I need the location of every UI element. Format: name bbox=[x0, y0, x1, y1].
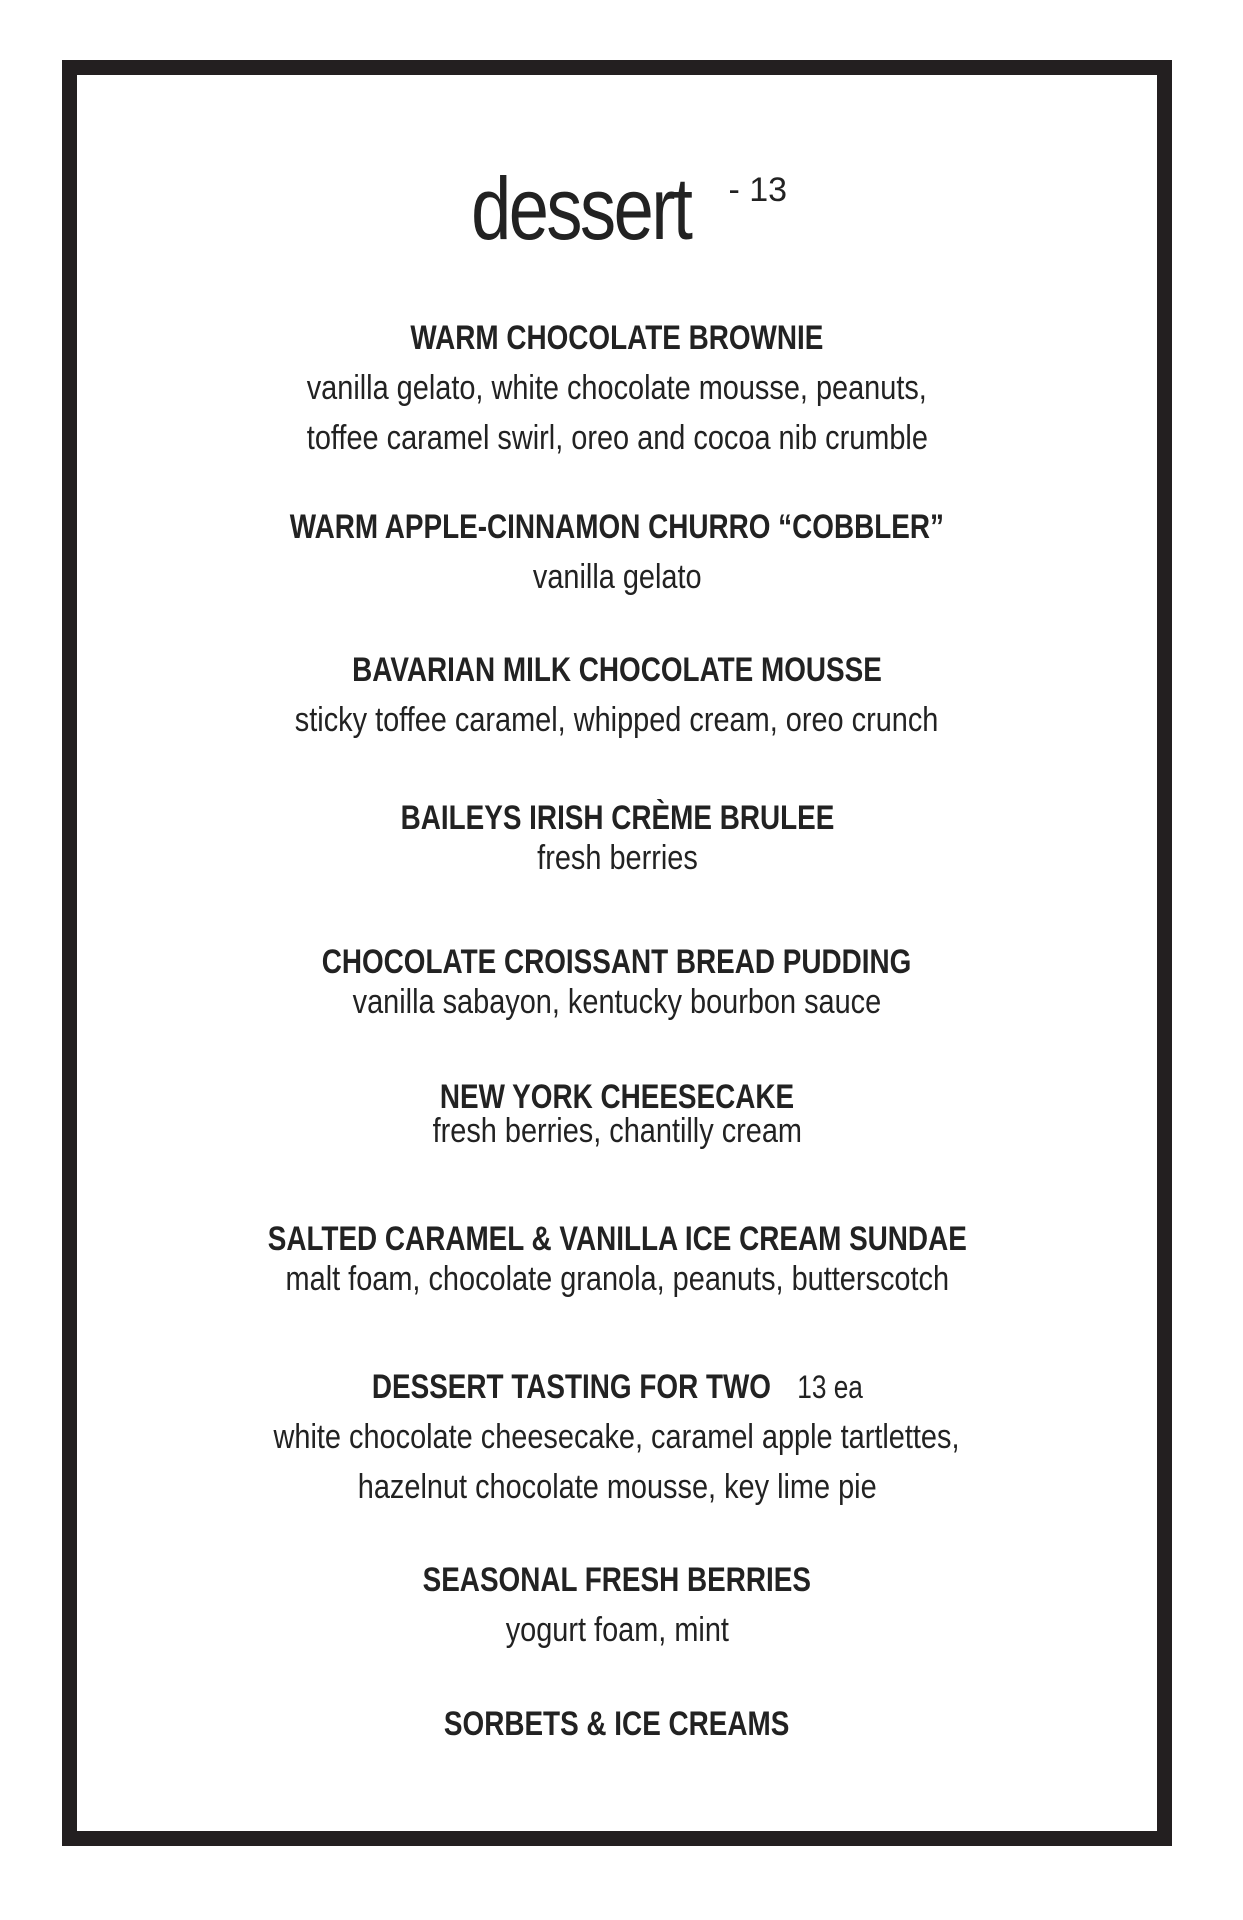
menu-item-chocolate-mousse bbox=[77, 645, 1157, 745]
menu-item-sundae bbox=[77, 1218, 1157, 1298]
item-price: 13 ea bbox=[796, 1369, 863, 1405]
item-description: toffee caramel swirl, oreo and cocoa nib crumble bbox=[306, 419, 928, 457]
menu-title-price: - 13 bbox=[728, 171, 788, 209]
item-name: SALTED CARAMEL & VANILLA ICE CREAM SUNDAE bbox=[267, 1220, 967, 1258]
menu-item-creme-brulee bbox=[77, 797, 1157, 877]
item-description: yogurt foam, mint bbox=[505, 1611, 729, 1649]
menu-item-churro-cobbler bbox=[77, 502, 1157, 602]
item-description: vanilla sabayon, kentucky bourbon sauce bbox=[352, 983, 882, 1021]
item-name: NEW YORK CHEESECAKE bbox=[439, 1078, 795, 1116]
item-description: white chocolate cheesecake, caramel apple tartlettes, bbox=[274, 1418, 960, 1456]
menu-header bbox=[77, 159, 1157, 258]
item-description: fresh berries bbox=[536, 839, 698, 877]
item-name: BAILEYS IRISH CRÈME BRULEE bbox=[400, 799, 834, 837]
item-description: vanilla gelato bbox=[532, 558, 702, 596]
menu-title: dessert bbox=[470, 159, 691, 258]
item-name: BAVARIAN MILK CHOCOLATE MOUSSE bbox=[352, 651, 882, 689]
item-description: fresh berries, chantilly cream bbox=[432, 1112, 802, 1150]
menu-item-tasting-for-two bbox=[77, 1362, 1157, 1512]
item-name: SEASONAL FRESH BERRIES bbox=[422, 1561, 812, 1599]
item-name: WARM APPLE-CINNAMON CHURRO “COBBLER” bbox=[289, 508, 945, 546]
item-name: CHOCOLATE CROISSANT BREAD PUDDING bbox=[322, 943, 912, 981]
item-name: WARM CHOCOLATE BROWNIE bbox=[410, 319, 824, 357]
item-description: malt foam, chocolate granola, peanuts, butterscotch bbox=[285, 1260, 949, 1298]
item-name: DESSERT TASTING FOR TWO 13 ea bbox=[371, 1368, 863, 1406]
item-description: hazelnut chocolate mousse, key lime pie bbox=[357, 1468, 877, 1506]
menu-item-warm-chocolate-brownie bbox=[77, 313, 1157, 463]
item-description: vanilla gelato, white chocolate mousse, peanuts, bbox=[306, 369, 928, 407]
dessert-menu bbox=[77, 75, 1157, 1831]
item-name: SORBETS & ICE CREAMS bbox=[444, 1705, 790, 1743]
menu-item-cheesecake bbox=[77, 1078, 1157, 1150]
menu-item-bread-pudding bbox=[77, 941, 1157, 1021]
menu-item-fresh-berries bbox=[77, 1555, 1157, 1655]
menu-item-sorbets bbox=[77, 1699, 1157, 1749]
item-description: sticky toffee caramel, whipped cream, oreo crunch bbox=[295, 701, 939, 739]
